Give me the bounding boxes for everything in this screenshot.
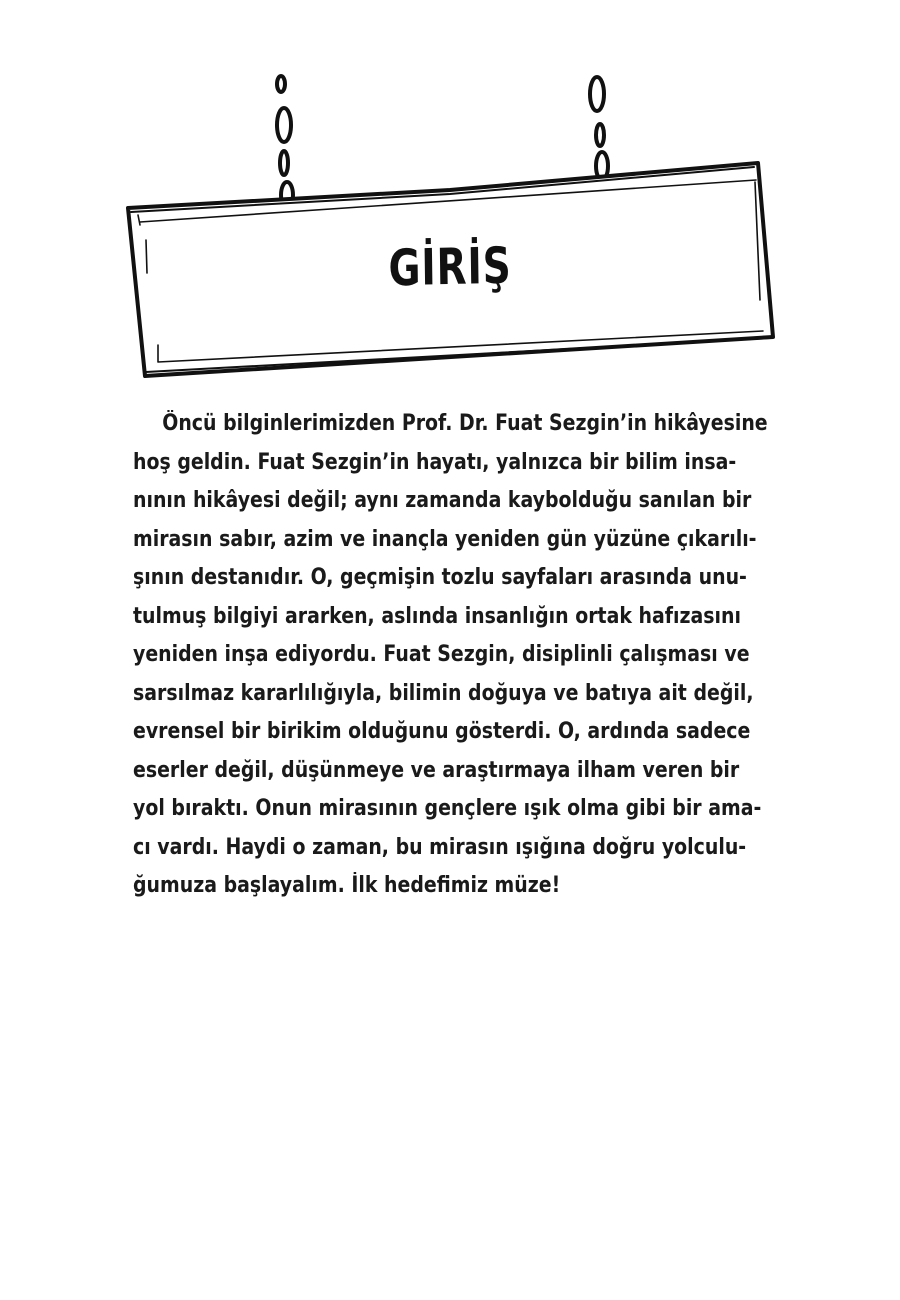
paragraph-line: nının hikâyesi değil; aynı zamanda kaybolduğu sanılan bir bbox=[133, 488, 752, 513]
paragraph-line: sarsılmaz kararlılığıyla, bilimin doğuya ve batıya ait değil, bbox=[133, 680, 754, 706]
paragraph-line: eserler değil, düşünmeye ve araştırmaya ilham veren bir bbox=[133, 757, 740, 783]
paragraph-line: hoş geldin. Fuat Sezgin’in hayatı, yalnızca bir bilim insa- bbox=[133, 449, 737, 475]
paragraph-line: yol bıraktı. Onun mirasının gençlere ışık olma gibi bir ama- bbox=[133, 796, 762, 821]
right-chain-icon bbox=[590, 77, 608, 188]
left-chain-icon bbox=[277, 76, 293, 210]
paragraph-line: evrensel bir birikim olduğunu gösterdi. O, ardında sadece bbox=[133, 719, 751, 744]
hanging-sign-illustration bbox=[0, 0, 900, 400]
paragraph-line: mirasın sabır, azim ve inançla yeniden gün yüzüne çıkarılı- bbox=[133, 526, 757, 552]
paragraph-line: tulmuş bilgiyi ararken, aslında insanlığın ortak hafızasını bbox=[133, 603, 741, 629]
paragraph-line: ğumuza başlayalım. İlk hedefimiz müze! bbox=[133, 873, 561, 898]
paragraph-line: cı vardı. Haydi o zaman, bu mirasın ışığına doğru yolculu- bbox=[133, 834, 747, 860]
paragraph-line: yeniden inşa ediyordu. Fuat Sezgin, disiplinli çalışması ve bbox=[133, 642, 750, 667]
paragraph-line: Öncü bilginlerimizden Prof. Dr. Fuat Sezgin’in hikâyesine bbox=[162, 411, 768, 436]
paragraph-line: şının destanıdır. O, geçmişin tozlu sayfaları arasında unu- bbox=[133, 565, 747, 590]
intro-paragraph bbox=[133, 405, 771, 906]
page-title: GİRİŞ bbox=[388, 236, 512, 298]
